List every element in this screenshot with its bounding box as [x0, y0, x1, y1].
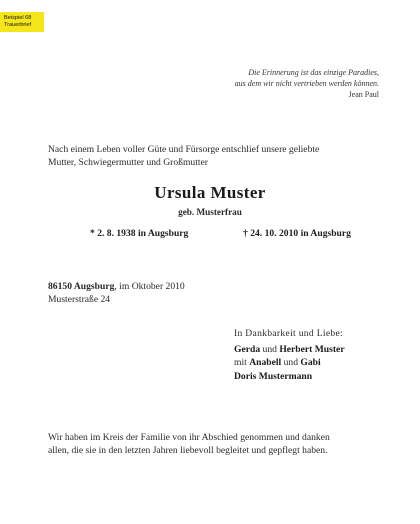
closing-line-2: allen, die sie in den letzten Jahren liebevoll begleitet und gepflegt haben.	[48, 445, 328, 456]
badge-line-2: Trauerbrief	[4, 22, 32, 28]
intro-line-1: Nach einem Leben voller Güte und Fürsorge entschlief unsere geliebte	[48, 144, 320, 155]
birth-name: geb. Musterfrau	[178, 207, 242, 217]
mourner-name: Herbert Muster	[279, 343, 345, 355]
intro-line-2: Mutter, Schwiegermutter und Großmutter	[48, 156, 209, 168]
intro-text	[48, 144, 388, 169]
address-block	[48, 281, 185, 306]
closing-text	[48, 431, 388, 457]
address-city: 86150 Augsburg	[48, 281, 115, 292]
mourners-block	[234, 327, 345, 383]
quote-line-2: aus dem wir nicht vertrieben werden können.	[234, 78, 379, 88]
death-date: † 24. 10. 2010 in Augsburg	[243, 228, 351, 239]
deceased-name: Ursula Muster	[154, 183, 266, 202]
mourners-line-2	[234, 356, 345, 370]
closing-line-1: Wir haben im Kreis der Familie von ihr Abschied genommen und danken	[48, 432, 330, 443]
quote-line-1: Die Erinnerung ist das einzige Paradies,	[248, 68, 379, 77]
mourners-line-1	[234, 343, 345, 357]
mourners-line-3	[234, 370, 345, 384]
mourner-name: Anabell	[249, 357, 282, 368]
prefix: mit	[234, 357, 250, 368]
address-street: Musterstraße 24	[48, 293, 111, 305]
mourners-heading: In Dankbarkeit und Liebe:	[234, 328, 343, 339]
mourner-name: Gerda	[234, 343, 261, 355]
address-city-line	[48, 281, 185, 294]
mourner-name: Doris Mustermann	[234, 370, 313, 382]
birth-date: * 2. 8. 1938 in Augsburg	[90, 228, 189, 239]
badge-line-1: Beispiel 68	[4, 15, 32, 21]
example-badge	[0, 12, 44, 32]
conjunction: und	[281, 357, 301, 368]
mourner-name: Gabi	[300, 357, 321, 368]
epigraph-quote	[235, 68, 379, 101]
conjunction: und	[260, 343, 280, 355]
quote-author: Jean Paul	[348, 90, 379, 99]
address-date: , im Oktober 2010	[114, 281, 185, 292]
